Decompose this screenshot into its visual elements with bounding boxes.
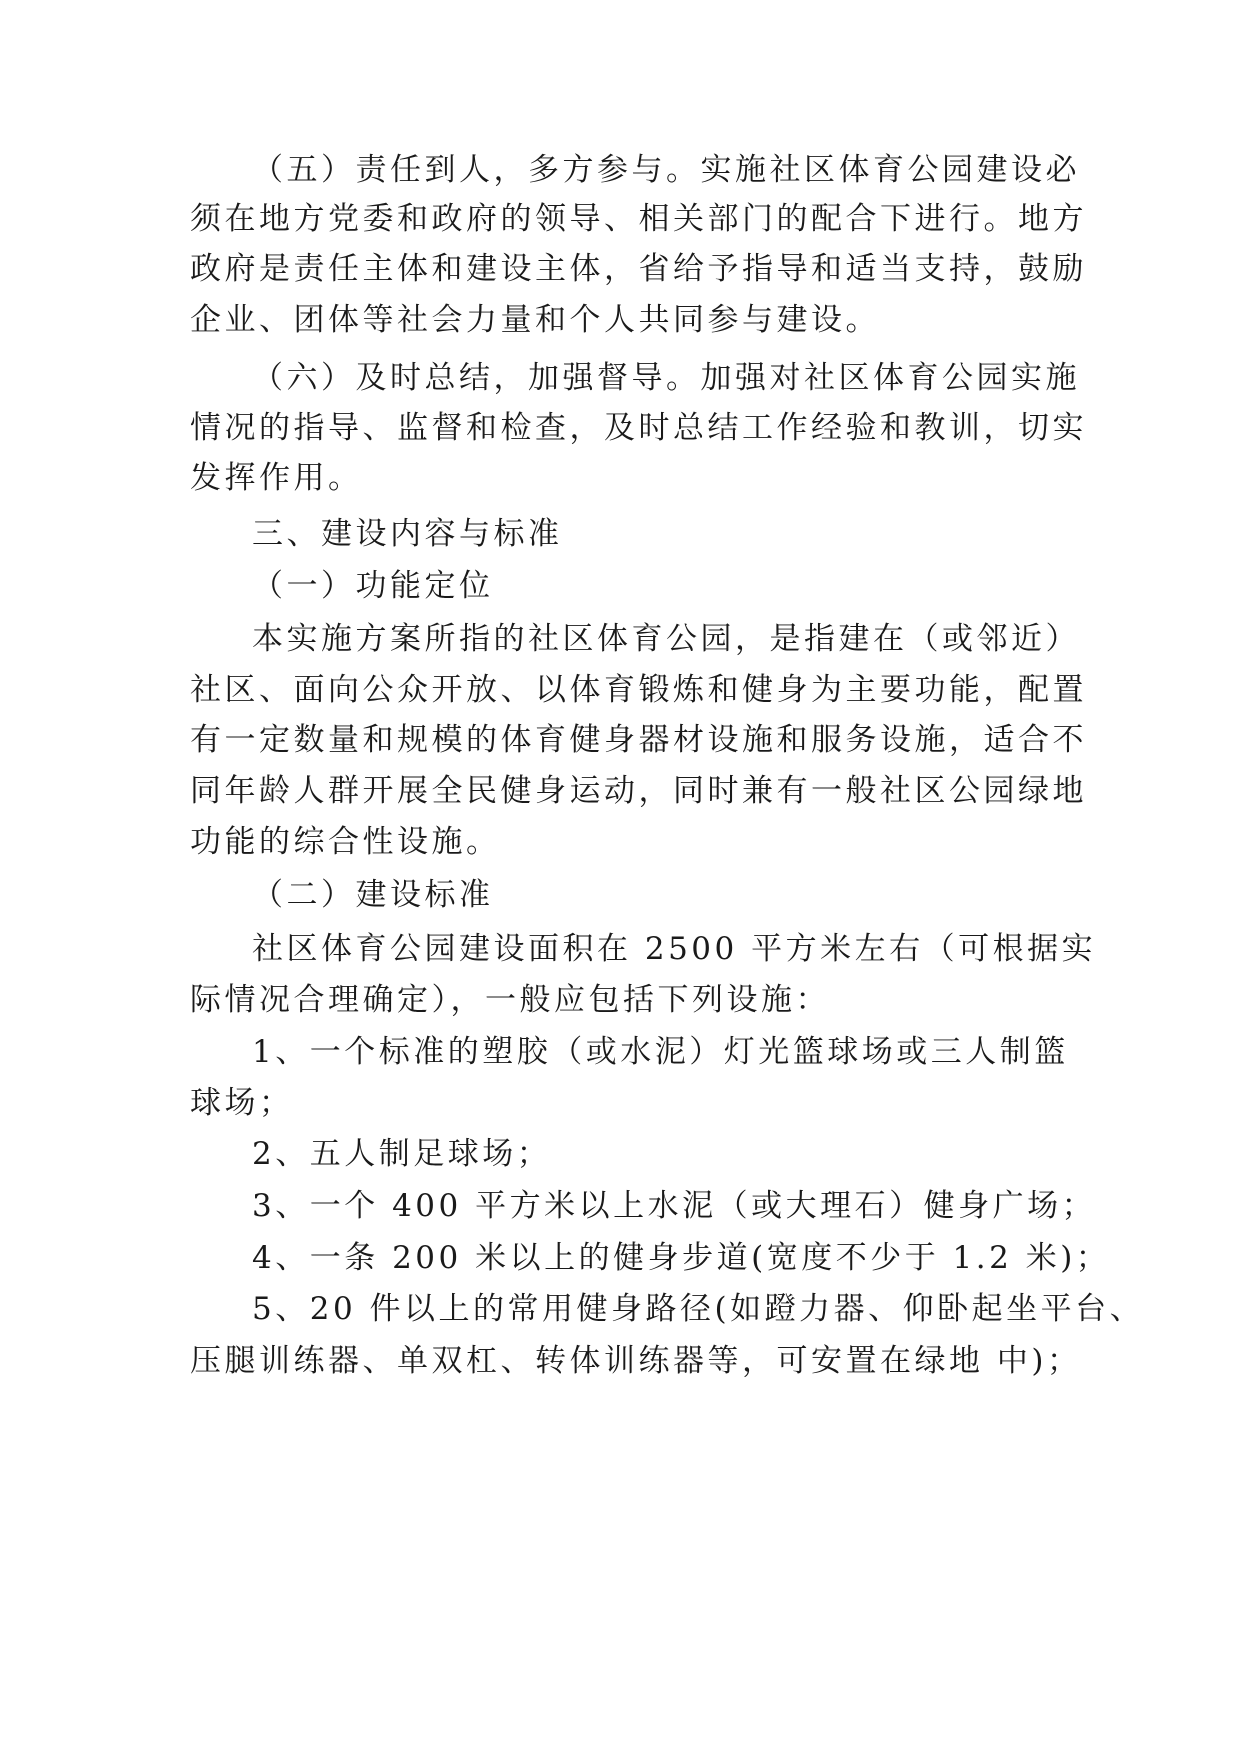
paragraph-line: 同年龄人群开展全民健身运动，同时兼有一般社区公园绿地 bbox=[190, 773, 1087, 809]
paragraph-line: （六）及时总结，加强督导。加强对社区体育公园实施 bbox=[252, 360, 1080, 396]
paragraph-line: 社区体育公园建设面积在 2500 平方米左右（可根据实 bbox=[252, 931, 1097, 967]
subsection-heading: （二）建设标准 bbox=[252, 877, 494, 913]
list-item-line: 球场； bbox=[190, 1085, 294, 1121]
paragraph-line: 本实施方案所指的社区体育公园，是指建在（或邻近） bbox=[252, 621, 1080, 657]
list-item-line: 2、五人制足球场； bbox=[252, 1136, 552, 1172]
paragraph-line: 发挥作用。 bbox=[190, 460, 363, 496]
paragraph-line: 社区、面向公众开放、以体育锻炼和健身为主要功能，配置 bbox=[190, 672, 1087, 708]
list-item-line: 5、20 件以上的常用健身路径(如蹬力器、仰卧起坐平台、 bbox=[252, 1291, 1145, 1327]
list-item-line: 4、一条 200 米以上的健身步道(宽度不少于 1.2 米)； bbox=[252, 1240, 1111, 1276]
paragraph-line: （五）责任到人，多方参与。实施社区体育公园建设必 bbox=[252, 152, 1080, 188]
section-heading: 三、建设内容与标准 bbox=[252, 516, 563, 552]
paragraph-line: 须在地方党委和政府的领导、相关部门的配合下进行。地方 bbox=[190, 201, 1087, 237]
list-item-line: 压腿训练器、单双杠、转体训练器等，可安置在绿地 中)； bbox=[190, 1343, 1082, 1379]
list-item-line: 3、一个 400 平方米以上水泥（或大理石）健身广场； bbox=[252, 1188, 1097, 1224]
subsection-heading: （一）功能定位 bbox=[252, 568, 494, 604]
paragraph-line: 企业、团体等社会力量和个人共同参与建设。 bbox=[190, 302, 880, 338]
paragraph-line: 际情况合理确定），一般应包括下列设施： bbox=[190, 982, 830, 1018]
paragraph-line: 功能的综合性设施。 bbox=[190, 824, 501, 860]
paragraph-line: 情况的指导、监督和检查，及时总结工作经验和教训，切实 bbox=[190, 410, 1087, 446]
paragraph-line: 有一定数量和规模的体育健身器材设施和服务设施，适合不 bbox=[190, 722, 1087, 758]
paragraph-line: 政府是责任主体和建设主体，省给予指导和适当支持，鼓励 bbox=[190, 251, 1087, 287]
list-item-line: 1、一个标准的塑胶（或水泥）灯光篮球场或三人制篮 bbox=[252, 1034, 1069, 1070]
